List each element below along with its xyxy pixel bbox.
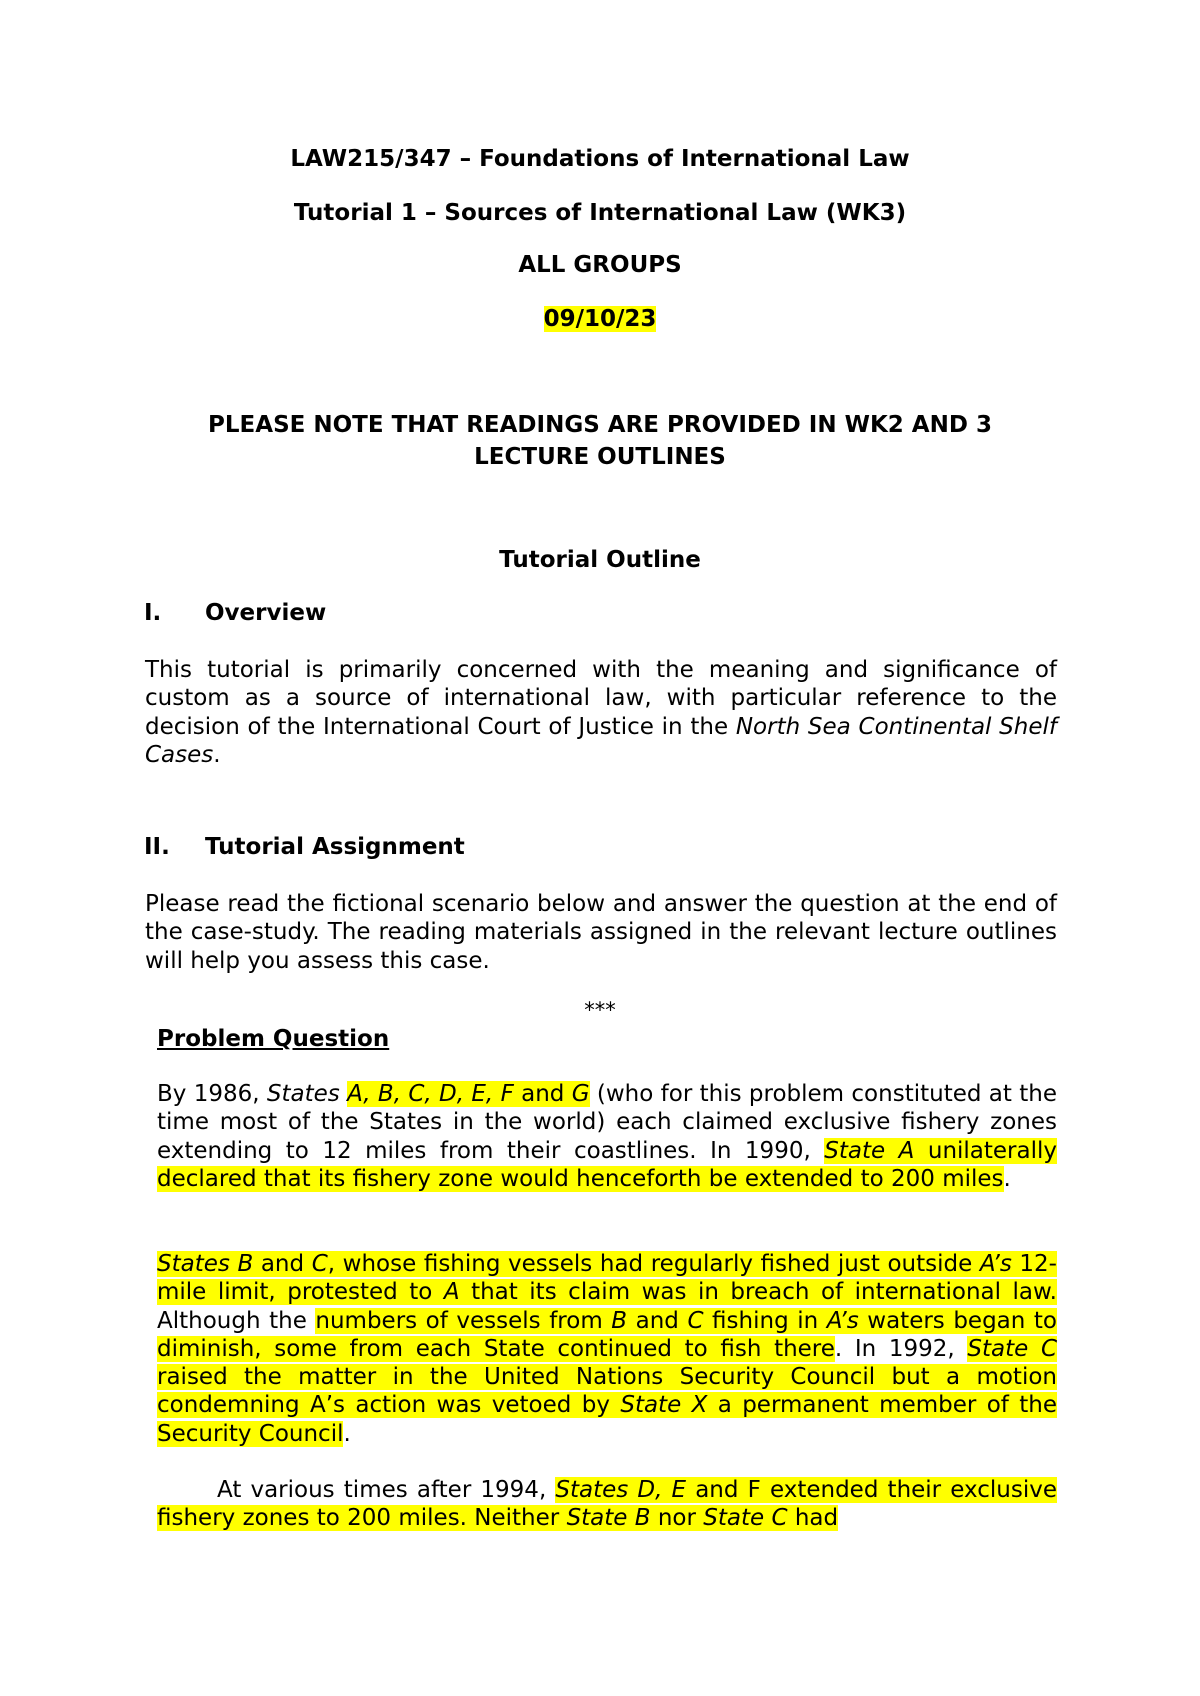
groups-label: ALL GROUPS — [518, 252, 682, 278]
course-title: LAW215/347 – Foundations of International Law — [290, 146, 910, 172]
problem-question-heading: Problem Question — [157, 1026, 390, 1052]
section-2-title: Tutorial Assignment — [205, 834, 465, 860]
separator-stars: *** — [584, 998, 616, 1022]
section-1-title: Overview — [205, 600, 327, 626]
problem-paragraph-1: By 1986, States A, B, C, D, E, F and G (who for this problem constituted at the time most of the States in the world) each claimed exclusive fishery zones extending to 12 miles from their coastlines. In 1990, State A unilaterally declared that its fishery zone would henceforth be extended to 200 miles. — [157, 1081, 1057, 1192]
problem-paragraph-2: States B and C, whose fishing vessels had regularly fished just outside A’s 12-mile limit, protested to A that its claim was in breach of international law. Although the numbers of vessels from B and C fishing in A’s waters began to diminish, some from each State continued to fish there. In 1992, State C raised the matter in the United Nations Security Council but a motion condemning A’s action was vetoed by State X a permanent member of the Security Council. — [157, 1251, 1057, 1447]
date-line — [0, 303, 1200, 335]
readings-note — [0, 409, 1200, 473]
readings-note-line-1: PLEASE NOTE THAT READINGS ARE PROVIDED IN WK2 AND 3 — [208, 412, 992, 438]
date-label: 09/10/23 — [543, 306, 657, 332]
outline-heading: Tutorial Outline — [499, 547, 701, 573]
section-2-number: II. — [144, 834, 170, 860]
section-1-number: I. — [144, 600, 162, 626]
case-name: North Sea Continental Shelf Cases — [145, 713, 1057, 768]
problem-paragraph-3: At various times after 1994, States D, E and F extended their exclusive fishery zones to 200 miles. Neither State B nor State C had — [157, 1477, 1057, 1532]
overview-paragraph: This tutorial is primarily concerned with the meaning and significance of custom as a source of international law, with particular reference to the decision of the International Court of Justice in the North Sea Continental Shelf Cases. — [145, 657, 1057, 768]
tutorial-title: Tutorial 1 – Sources of International Law (WK3) — [293, 200, 907, 226]
assignment-paragraph: Please read the fictional scenario below and answer the question at the end of the case-study. The reading materials assigned in the relevant lecture outlines will help you assess this case. — [145, 891, 1057, 974]
readings-note-line-2: LECTURE OUTLINES — [474, 444, 726, 470]
